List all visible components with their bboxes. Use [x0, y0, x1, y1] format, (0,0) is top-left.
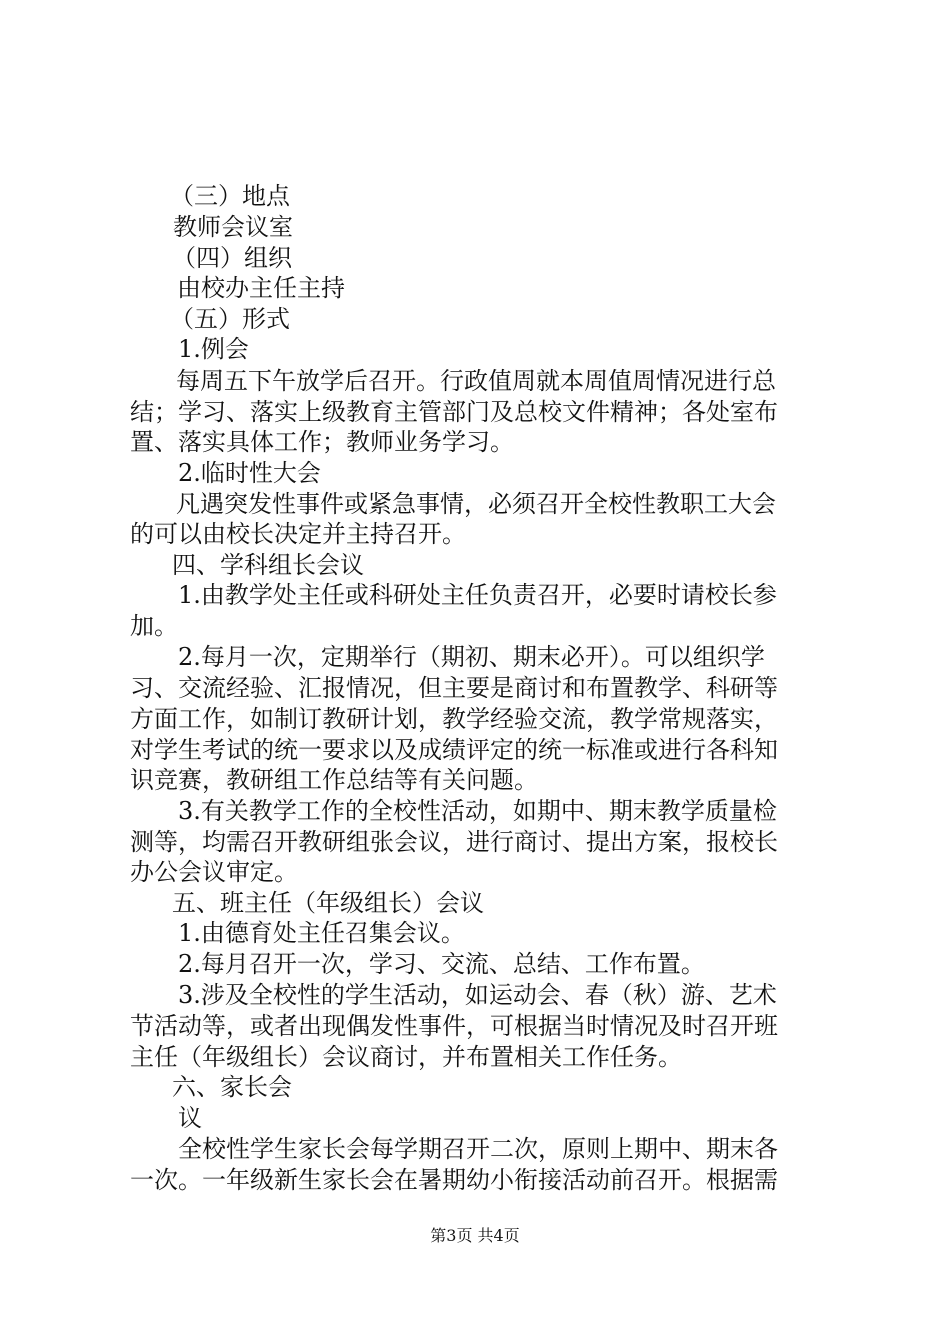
paragraph-line: 2.每月一次，定期举行（期初、期末必开）。可以组织学 [178, 643, 765, 671]
paragraph-line: 测等，均需召开教研组张会议，进行商讨、提出方案，报校长 [130, 828, 778, 856]
paragraph-line: 教师会议室 [173, 213, 293, 241]
paragraph-line: 对学生考试的统一要求以及成绩评定的统一标准或进行各科知 [130, 736, 778, 764]
paragraph-line: 节活动等，或者出现偶发性事件，可根据当时情况及时召开班 [130, 1012, 778, 1040]
paragraph-line: 由校办主任主持 [177, 274, 345, 302]
paragraph-line: 1.由教学处主任或科研处主任负责召开，必要时请校长参 [178, 581, 777, 609]
paragraph-line: 结；学习、落实上级教育主管部门及总校文件精神；各处室布 [130, 398, 778, 426]
paragraph-line: 主任（年级组长）会议商讨，并布置相关工作任务。 [130, 1043, 682, 1071]
paragraph-line: 置、落实具体工作；教师业务学习。 [130, 428, 514, 456]
paragraph-line: 2.临时性大会 [178, 459, 321, 487]
paragraph-line: 习、交流经验、汇报情况，但主要是商讨和布置教学、科研等 [130, 674, 778, 702]
paragraph-line: 四、学科组长会议 [172, 551, 364, 579]
paragraph-line: 2.每月召开一次，学习、交流、总结、工作布置。 [178, 950, 705, 978]
page-footer: 第3页 共4页 [430, 1226, 520, 1245]
paragraph-line: 方面工作，如制订教研计划，教学经验交流，教学常规落实， [130, 705, 778, 733]
paragraph-line: 六、家长会 [172, 1073, 292, 1101]
paragraph-line: 一次。一年级新生家长会在暑期幼小衔接活动前召开。根据需 [130, 1166, 778, 1194]
paragraph-line: 每周五下午放学后召开。行政值周就本周值周情况进行总 [176, 367, 776, 395]
paragraph-line: 3.涉及全校性的学生活动，如运动会、春（秋）游、艺术 [178, 981, 777, 1009]
paragraph-line: 加。 [130, 612, 178, 640]
paragraph-line: （三）地点 [170, 182, 290, 210]
paragraph-line: 五、班主任（年级组长）会议 [172, 889, 484, 917]
paragraph-line: 的可以由校长决定并主持召开。 [130, 520, 466, 548]
paragraph-line: 1.由德育处主任召集会议。 [178, 919, 465, 947]
paragraph-line: 办公会议审定。 [130, 858, 298, 886]
paragraph-line: （五）形式 [170, 305, 290, 333]
paragraph-line: 识竞赛，教研组工作总结等有关问题。 [130, 766, 538, 794]
paragraph-line: 凡遇突发性事件或紧急事情，必须召开全校性教职工大会 [176, 490, 776, 518]
paragraph-line: 1.例会 [178, 335, 249, 363]
paragraph-line: （四）组织 [172, 244, 292, 272]
paragraph-line: 3.有关教学工作的全校性活动，如期中、期末教学质量检 [178, 797, 777, 825]
paragraph-line: 议 [178, 1104, 202, 1132]
paragraph-line: 全校性学生家长会每学期召开二次，原则上期中、期末各 [178, 1135, 778, 1163]
